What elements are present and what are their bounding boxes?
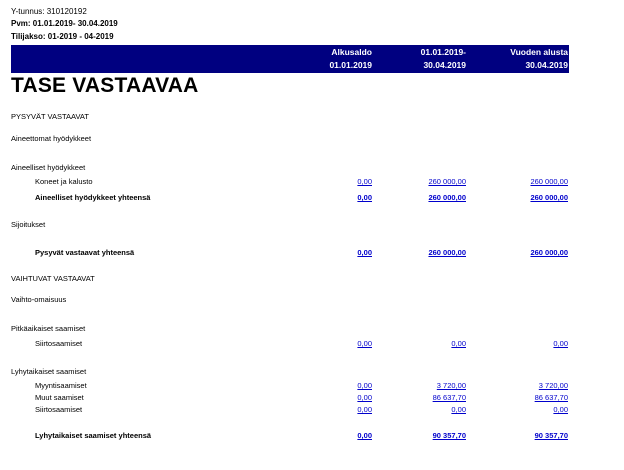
- table-row: [0, 392, 624, 403]
- table-row: [0, 176, 624, 187]
- value-link-ytd[interactable]: 260 000,00: [530, 177, 568, 186]
- row-label: Siirtosaamiset: [35, 339, 83, 348]
- value-link-ytd[interactable]: 90 357,70: [534, 431, 568, 440]
- group-heading: [0, 219, 624, 230]
- value-link-ytd[interactable]: 0,00: [553, 405, 568, 414]
- group-heading: [0, 366, 624, 377]
- row-label: Aineettomat hyödykkeet: [11, 134, 92, 143]
- row-label: Pitkäaikaiset saamiset: [11, 324, 86, 333]
- total-row: [0, 247, 624, 258]
- col-year-to-date-header: Vuoden alusta: [510, 47, 568, 57]
- value-link-ytd[interactable]: 260 000,00: [530, 193, 568, 202]
- value-link-period[interactable]: 260 000,00: [428, 248, 466, 257]
- row-label: Lyhytaikaiset saamiset: [11, 367, 87, 376]
- report-date-range: Pvm: 01.01.2019- 30.04.2019: [11, 19, 118, 28]
- value-link-period[interactable]: 0,00: [451, 339, 466, 348]
- row-label: Aineelliset hyödykkeet yhteensä: [35, 193, 151, 202]
- col-opening-balance-header: Alkusaldo: [331, 47, 372, 57]
- row-label: Siirtosaamiset: [35, 405, 83, 414]
- value-link-opening[interactable]: 0,00: [357, 393, 372, 402]
- value-link-opening[interactable]: 0,00: [357, 177, 372, 186]
- group-heading: [0, 323, 624, 334]
- report-title: TASE VASTAAVAA: [11, 74, 199, 97]
- value-link-period[interactable]: 3 720,00: [436, 381, 466, 390]
- row-label: VAIHTUVAT VASTAAVAT: [11, 274, 95, 283]
- row-label: Aineelliset hyödykkeet: [11, 163, 86, 172]
- col-period-date: 30.04.2019: [423, 60, 466, 70]
- value-link-opening[interactable]: 0,00: [357, 431, 372, 440]
- row-label: Pysyvät vastaavat yhteensä: [35, 248, 135, 257]
- group-heading: [0, 162, 624, 173]
- row-label: Vaihto-omaisuus: [11, 295, 67, 304]
- value-link-ytd[interactable]: 0,00: [553, 339, 568, 348]
- column-header-band: [11, 45, 569, 73]
- value-link-period[interactable]: 260 000,00: [428, 177, 466, 186]
- row-label: Lyhytaikaiset saamiset yhteensä: [35, 431, 152, 440]
- value-link-ytd[interactable]: 260 000,00: [530, 248, 568, 257]
- col-year-to-date-date: 30.04.2019: [525, 60, 568, 70]
- table-row: [0, 338, 624, 349]
- row-label: Koneet ja kalusto: [35, 177, 93, 186]
- group-heading: [0, 294, 624, 305]
- value-link-period[interactable]: 86 637,70: [432, 393, 466, 402]
- section-heading: [0, 111, 624, 122]
- value-link-opening[interactable]: 0,00: [357, 339, 372, 348]
- value-link-ytd[interactable]: 3 720,00: [538, 381, 568, 390]
- value-link-opening[interactable]: 0,00: [357, 248, 372, 257]
- value-link-opening[interactable]: 0,00: [357, 193, 372, 202]
- value-link-ytd[interactable]: 86 637,70: [534, 393, 568, 402]
- business-id: Y-tunnus: 310120192: [11, 7, 87, 16]
- subtotal-row: [0, 430, 624, 441]
- row-label: Muut saamiset: [35, 393, 84, 402]
- group-heading: [0, 133, 624, 144]
- row-label: Sijoitukset: [11, 220, 46, 229]
- table-row: [0, 404, 624, 415]
- accounting-period: Tilijakso: 01-2019 - 04-2019: [11, 32, 114, 41]
- col-period-header: 01.01.2019-: [420, 47, 466, 57]
- subtotal-row: [0, 192, 624, 203]
- section-heading: [0, 273, 624, 284]
- table-row: [0, 380, 624, 391]
- col-opening-balance-date: 01.01.2019: [329, 60, 372, 70]
- value-link-opening[interactable]: 0,00: [357, 405, 372, 414]
- value-link-period[interactable]: 0,00: [451, 405, 466, 414]
- value-link-period[interactable]: 260 000,00: [428, 193, 466, 202]
- value-link-opening[interactable]: 0,00: [357, 381, 372, 390]
- row-label: Myyntisaamiset: [35, 381, 87, 390]
- value-link-period[interactable]: 90 357,70: [432, 431, 466, 440]
- row-label: PYSYVÄT VASTAAVAT: [11, 112, 89, 121]
